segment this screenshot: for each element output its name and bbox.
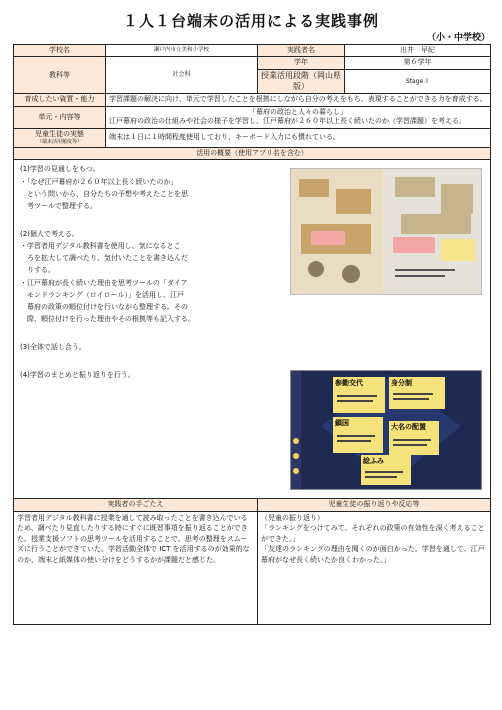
grade-label: 学年 xyxy=(258,57,345,69)
impression-header: 実践者の手ごたえ xyxy=(14,499,258,511)
reflection-header: 児童生徒の振り返りや反応等 xyxy=(258,499,491,511)
ability-label: 育成したい資質・能力 xyxy=(14,94,106,106)
overview-spacer xyxy=(20,213,285,227)
overview-line: りする。 xyxy=(20,266,55,275)
card-label-3: 鎖国 xyxy=(335,419,349,428)
unit-label: 単元・内容等 xyxy=(14,106,106,128)
overview-content xyxy=(14,160,491,499)
subject-value: 社会科 xyxy=(106,57,258,94)
overview-line: ・学習者用デジタル教科書を使用し、気になるとこ xyxy=(20,242,181,251)
status-note: （端末活用頻度等） xyxy=(36,139,82,146)
card-label-1: 参勤交代 xyxy=(335,379,363,388)
status-label-text: 児童生徒の実態 xyxy=(35,129,84,138)
overview-spacer xyxy=(20,354,285,368)
reflection-line-3: 「友達のランキングの理由を聞くのが面白かった。学習を通して、江戸幕府がなぜ長く続いたか良くわかった。」 xyxy=(261,545,485,564)
overview-line: (4)学習のまとめと振り返りを行う。 xyxy=(20,371,135,380)
stage-value: Stage３ xyxy=(345,69,491,94)
overview-header: 活用の概要（使用アプリ名を含む） xyxy=(14,147,491,159)
overview-line: ・江戸幕府が長く続いた理由を思考ツールの「ダイア xyxy=(20,278,188,287)
card-label-2: 身分制 xyxy=(391,379,412,388)
status-label xyxy=(14,128,106,147)
overview-line: ・「なぜ江戸幕府が２６０年以上長く続いたのか」 xyxy=(20,177,178,186)
page-subtitle: （小・中学校） xyxy=(426,33,490,43)
grade-value: 第６学年 xyxy=(345,57,491,69)
diamond-ranking-screenshot-image xyxy=(290,370,482,490)
page-title: １人１台端末の活用による実践事例 xyxy=(122,12,379,30)
unit-title: 「幕府の政治と人々の暮らし」 xyxy=(249,107,347,116)
overview-line: (3)全体で話し合う。 xyxy=(20,343,86,352)
unit-desc: 江戸幕府の政治の仕組みや社会の様子を学習し、江戸幕府が２６０年以上長く続いたのか（学習課題）を考える。 xyxy=(109,117,466,126)
status-value: 端末は１日に１時間程度使用しており、キーボード入力にも慣れている。 xyxy=(106,128,491,147)
reflection-content xyxy=(258,511,491,624)
stage-label: 授業活用段階（岡山県版） xyxy=(258,69,345,94)
impression-text: 学習者用デジタル教科書に授業を通して読み取ったことを書き込んでいるため、調べたり見直したりする時にすぐに既習事項を振り返ることができた。授業支援ソフトの思考ツールを活用することで、思考の整理をスムーズに行うことができていた。学習活動全体で ICT を活用するのが効果的なのか、端末と紙媒体の使い分けをどうするかが課題だと感じた。 xyxy=(14,511,258,624)
overview-spacer xyxy=(20,326,285,340)
unit-value xyxy=(106,106,491,128)
overview-line: (1)学習の見通しをもつ。 xyxy=(20,165,100,174)
subject-label: 教科等 xyxy=(14,57,106,94)
teacher-label: 実践者名 xyxy=(258,45,345,57)
school-value: 瀬戸内市立美和小学校 xyxy=(106,45,258,57)
reflection-line-1: （児童の振り返り） xyxy=(261,513,324,522)
overview-line: モンドランキング（ロイロール）」を活用し、江戸 xyxy=(20,290,184,299)
overview-line: 幕府の政策の順位付けを行いながら整理する。その xyxy=(20,302,188,311)
textbook-screenshot-image xyxy=(290,168,482,295)
ability-value: 学習課題の解決に向け、単元で学習したことを根拠にしながら自分の考えをもち、表現することができる力を育成する。 xyxy=(106,94,491,106)
teacher-value: 出井 早紀 xyxy=(345,45,491,57)
overview-line: (2)個人で考える。 xyxy=(20,229,79,238)
reflection-line-2: 「ランキングをつけてみて、それぞれの政策の有効性を深く考えることができた。」 xyxy=(261,524,485,543)
overview-line: 際、順位付けを行った理由やその根拠等も記入する。 xyxy=(20,314,195,323)
overview-line: ろを拡大して調べたり、気付いたことを書き込んだ xyxy=(20,254,188,263)
card-label-5: 絵ふみ xyxy=(363,457,384,466)
overview-text xyxy=(20,164,285,380)
case-table xyxy=(13,44,491,625)
overview-line: 考ツールで整理する。 xyxy=(20,201,97,210)
overview-line: という問いから、自分たちの予想や考えたことを思 xyxy=(20,189,188,198)
card-label-4: 大名の配置 xyxy=(391,423,426,432)
school-label: 学校名 xyxy=(14,45,106,57)
